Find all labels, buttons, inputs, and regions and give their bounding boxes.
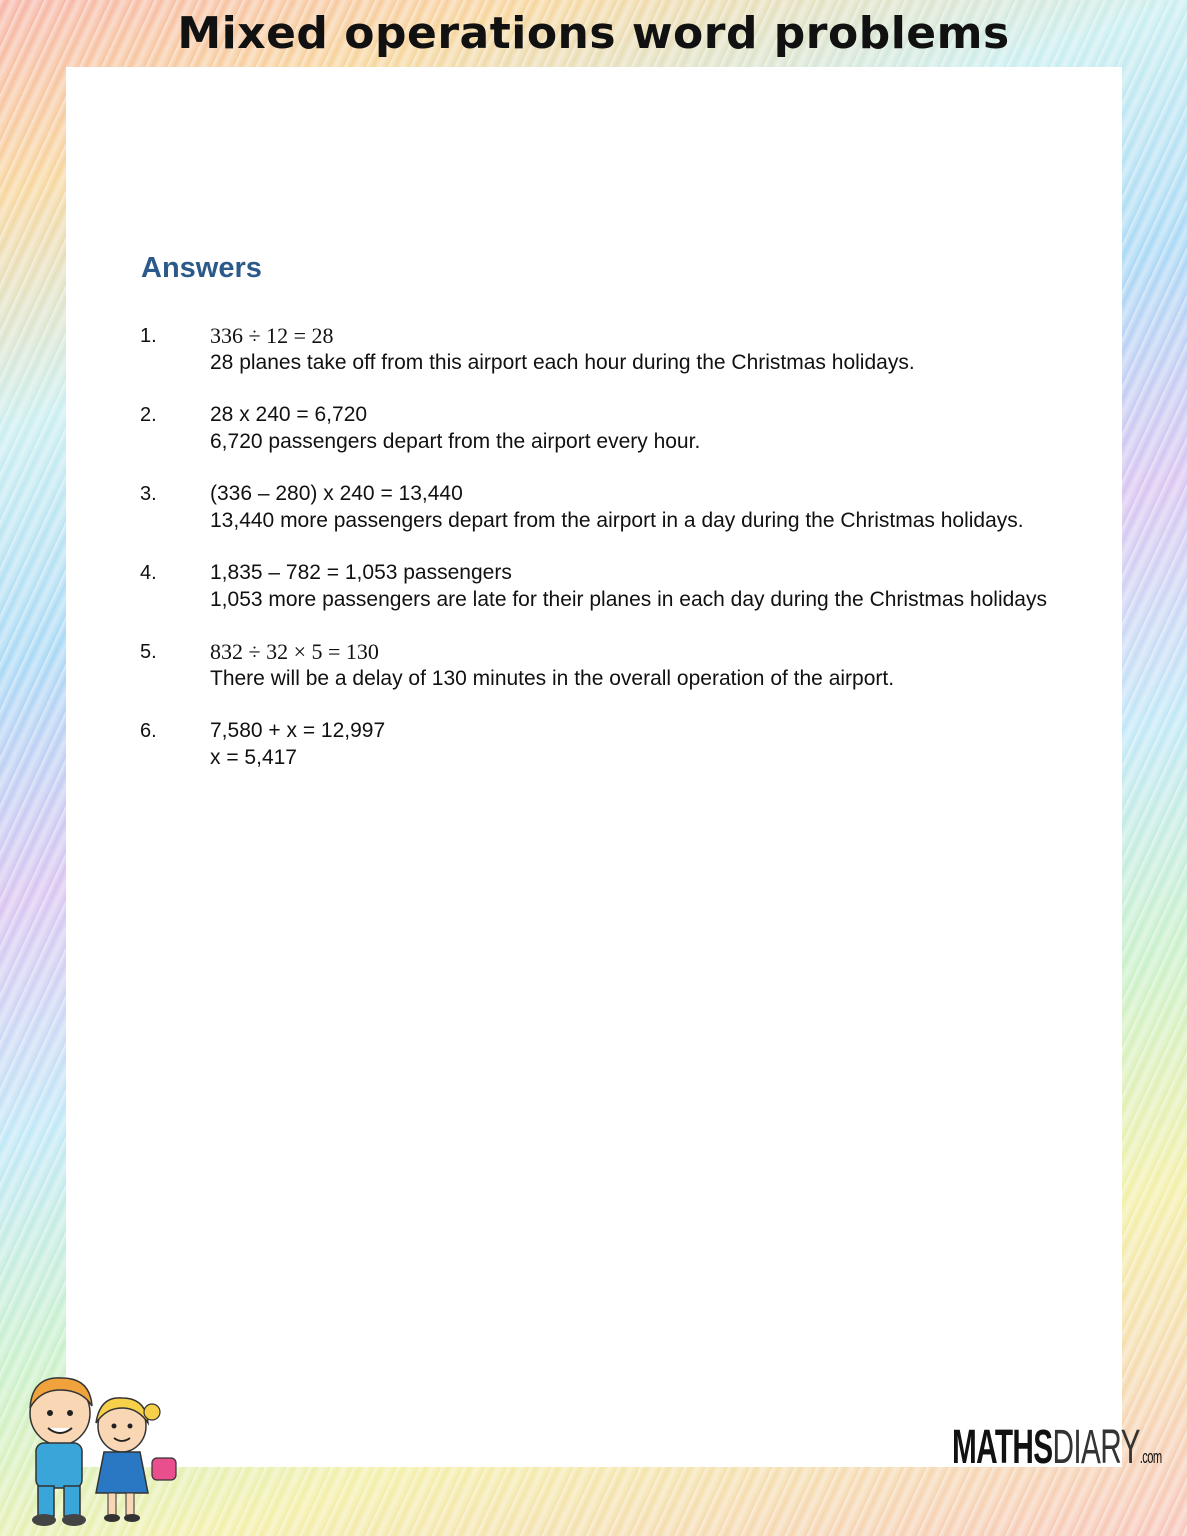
answer-number: 6. [140, 720, 157, 742]
answer-item-4 [140, 559, 1050, 613]
logo-suffix: .com [1139, 1447, 1162, 1467]
logo-light-text: DIARY [1052, 1421, 1140, 1474]
answer-item-6 [140, 717, 1050, 771]
answer-equation: 28 x 240 = 6,720 [210, 403, 368, 426]
answer-item-5 [140, 638, 1050, 692]
answer-number: 1. [140, 325, 157, 347]
mathsdiary-logo [952, 1420, 1162, 1472]
answer-number: 3. [140, 483, 157, 505]
answer-equation: 832 ÷ 32 × 5 = 130 [210, 639, 379, 664]
answer-number: 2. [140, 404, 157, 426]
answer-number: 4. [140, 562, 157, 584]
children-illustration [12, 1368, 182, 1533]
answer-equation: (336 – 280) x 240 = 13,440 [210, 482, 463, 505]
answer-equation: 1,835 – 782 = 1,053 passengers [210, 561, 512, 584]
page-title: Mixed operations word problems [177, 8, 1010, 59]
answer-item-3 [140, 480, 1050, 534]
answer-explanation: 28 planes take off from this airport each hour during the Christmas holidays. [210, 351, 915, 374]
answer-explanation: There will be a delay of 130 minutes in the overall operation of the airport. [210, 667, 895, 690]
answer-equation: 7,580 + x = 12,997 [210, 719, 386, 742]
answer-explanation: x = 5,417 [210, 746, 297, 769]
answer-item-1 [140, 322, 1050, 376]
answer-item-2 [140, 401, 1050, 455]
answer-explanation: 6,720 passengers depart from the airport every hour. [210, 430, 701, 453]
logo-bold-text: MATHS [952, 1421, 1053, 1474]
answer-explanation: 13,440 more passengers depart from the airport in a day during the Christmas holidays. [210, 509, 1024, 532]
answer-explanation: 1,053 more passengers are late for their planes in each day during the Christmas holidays [210, 588, 1047, 611]
answer-number: 5. [140, 641, 157, 663]
answer-equation: 336 ÷ 12 = 28 [210, 323, 334, 348]
answers-list [140, 322, 1050, 796]
answers-heading: Answers [141, 252, 262, 284]
